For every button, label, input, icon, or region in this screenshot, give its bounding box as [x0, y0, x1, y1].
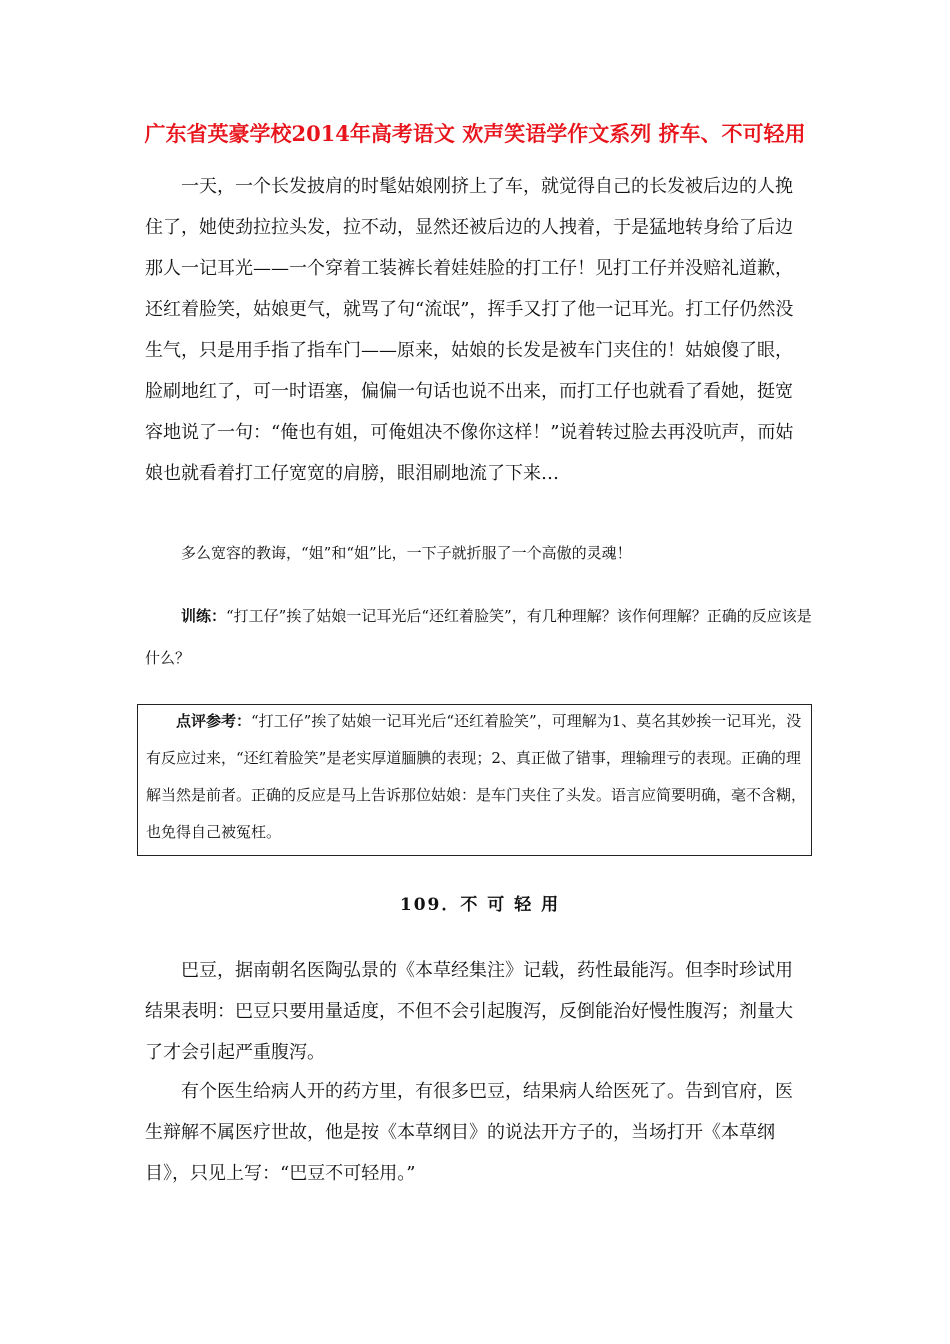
story-comment: 多么宽容的教诲，“姐”和“姐”比，一下子就折服了一个高傲的灵魂！ — [181, 544, 632, 562]
section-paragraph-1: 巴豆，据南朝名医陶弘景的《本草经集注》记载，药性最能泻。但李时珍试用结果表明：巴豆只要用量适度，不但不会引起腹泻，反倒能治好慢性腹泻；剂量大了才会引起严重腹泻。 — [145, 960, 793, 1063]
review-box — [137, 704, 812, 856]
review-label: 点评参考： — [176, 712, 252, 730]
review-paragraph — [146, 703, 811, 851]
section-heading: 109．不 可 轻 用 — [399, 895, 561, 915]
training-question — [145, 595, 815, 679]
story-paragraph: 一天，一个长发披肩的时髦姑娘刚挤上了车，就觉得自己的长发被后边的人挽住了，她使劲拉拉头发，拉不动，显然还被后边的人拽着，于是猛地转身给了后边那人一记耳光——一个穿着工装裤长着娃娃脸的打工仔！见打工仔并没赔礼道歉，还红着脸笑，姑娘更气，就骂了句“流氓”，挥手又打了他一记耳光。打工仔仍然没生气，只是用手指了指车门——原来，姑娘的长发是被车门夹住的！姑娘傻了眼，脸刷地红了，可一时语塞，偏偏一句话也说不出来，而打工仔也就看了看她，挺宽容地说了一句：“俺也有姐，可俺姐决不像你这样！”说着转过脸去再没吭声，而姑娘也就看着打工仔宽宽的肩膀，眼泪刷地流了下来… — [145, 176, 794, 484]
section-paragraph-2: 有个医生给病人开的药方里，有很多巴豆，结果病人给医死了。告到官府，医生辩解不属医疗世故，他是按《本草纲目》的说法开方子的，当场打开《本草纲目》，只见上写：“巴豆不可轻用。” — [145, 1081, 793, 1184]
document-title: 广东省英豪学校2014年高考语文 欢声笑语学作文系列 挤车、不可轻用 — [144, 121, 806, 146]
training-label: 训练： — [181, 607, 227, 625]
training-text: “打工仔”挨了姑娘一记耳光后“还红着脸笑”，有几种理解？该作何理解？正确的反应该是什么？ — [145, 607, 812, 667]
review-text: “打工仔”挨了姑娘一记耳光后“还红着脸笑”，可理解为1、莫名其妙挨一记耳光，没有反应过来，“还红着脸笑”是老实厚道腼腆的表现；2、真正做了错事，理输理亏的表现。正确的理解当然是前者。正确的反应是马上告诉那位姑娘：是车门夹住了头发。语言应简要明确，毫不含糊，也免得自己被冤枉。 — [146, 712, 807, 841]
